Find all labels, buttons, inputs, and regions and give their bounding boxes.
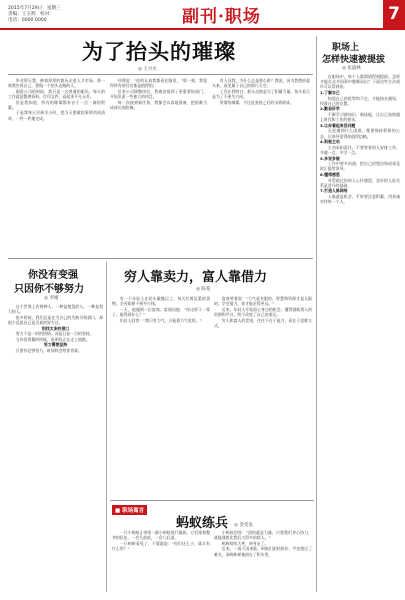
left-article-title-line1: 你没有变强 <box>28 270 78 281</box>
main-article-byline: ◎ 王兴水 <box>138 67 157 72</box>
subheading: 5.多说多做 <box>320 155 340 161</box>
fable-byline: ◎ 金雯发 <box>234 523 253 528</box>
center-article-author: 陈希 <box>201 287 211 292</box>
paragraph: 一天，他遇到一位富商，富商问他：“你这样干一辈子，能得到什么？” <box>112 306 210 317</box>
subheading: 2.勤奋好学 <box>320 106 340 112</box>
subheading: 努力需要坚持 <box>43 342 68 348</box>
paragraph: 小蚂蚁回答：“团结就是力量，只要我们齐心协力，就能战胜比我们大得多的敌人。” <box>214 530 312 541</box>
paragraph: 工作中要多沟通，把自己的想法和成果及时汇报给领导。 <box>320 161 400 172</box>
paragraph: 后来，年轻人开始留心身边的机会，懂得借助别人的资源和平台，终于改变了自己的命运。 <box>214 306 312 317</box>
divider <box>8 258 313 259</box>
fable-section-tag: ■ 职场寓言 <box>112 505 147 515</box>
main-article-title: 为了抬头的璀璨 <box>82 39 236 64</box>
right-article-title-line1: 职场上 <box>332 43 360 53</box>
fable-col1 <box>112 530 210 594</box>
right-article-body <box>320 74 400 592</box>
paragraph: 一只小蚂蚁正带领一群小蚂蚁进行操练，它们排着整齐的队伍，一会儿前进，一会儿后退。 <box>112 530 210 541</box>
main-article-author: 王兴水 <box>143 67 157 72</box>
fable-title: 蚂蚁练兵 <box>176 516 229 531</box>
divider <box>8 74 313 75</box>
main-article-col1 <box>8 78 105 253</box>
editor-line: 责编：王玉辉 校对： <box>8 12 54 17</box>
fable-tag-label: 职场寓言 <box>122 508 145 514</box>
paragraph: 当你觉得累的时候，说明你正在走上坡路。 <box>15 336 90 342</box>
right-article-author: 张盛林 <box>347 66 361 71</box>
paragraph: 人脉就是机会，平时要注意积累，用真诚对待每一个人。 <box>320 193 400 205</box>
subheading: 4.积极主动 <box>320 139 340 145</box>
page-number: 7 <box>383 0 405 28</box>
subheading: 6.懂得感恩 <box>320 171 340 177</box>
paragraph: 对帮助过你的人心怀感恩，良好的人际关系是晋升的基础。 <box>320 177 400 188</box>
subheading: 别找太多的借口 <box>41 325 70 331</box>
column-divider <box>106 262 107 592</box>
paragraph: 穷人和富人的差别，往往不在于能力，而在于思维方式。 <box>214 317 312 328</box>
center-article-byline: ◎ 陈希 <box>196 287 211 292</box>
paragraph: 每一次接到新任务，我都会认真地准备，把困难当成成长的阶梯。 <box>110 99 207 110</box>
main-article-col3 <box>212 78 310 253</box>
divider <box>110 500 314 501</box>
paragraph: 这个世界上有两种人，一种是抱怨的人，一种是努力的人。 <box>8 304 103 315</box>
subheading: 7.打造人脉网络 <box>320 188 348 194</box>
paragraph: 只要你足够努力，时间终会给你答案。 <box>15 347 82 353</box>
paragraph: 刚进公司的时候，我只是一名普通的职员，每天的工作就是整理资料、打印文件，看起来平凡无奇。 <box>8 88 105 99</box>
issue-date: 2015年7月29日 星期三 <box>8 6 61 11</box>
paragraph: 有一个年轻人在码头做搬运工，每天扛着沉重的货物，辛苦却挣不到多少钱。 <box>112 296 210 307</box>
center-article-col2 <box>214 296 312 496</box>
masthead <box>0 0 405 30</box>
paragraph: 所谓的璀璨，不过是坚持之后的水到渠成。 <box>219 99 294 105</box>
right-article-byline: ◎ 张盛林 <box>342 66 361 71</box>
main-article-col2 <box>110 78 207 253</box>
left-article-author: 李刚 <box>49 296 59 301</box>
paragraph: 年轻人回答：“我只有力气，只能靠力气吃饭。” <box>119 317 202 323</box>
phone-line: 电话：0000 0000 <box>8 18 47 23</box>
section-title: 副刊·职场 <box>182 7 261 27</box>
center-article-col1 <box>112 296 210 496</box>
paragraph: 后来，一场大雨来临，蚂蚁们团结协作，平安渡过了难关，而蚂蚱却被困在了积水里。 <box>214 546 312 557</box>
paragraph: 知道自己的优势和不足，才能扬长避短，找准自己的位置。 <box>320 95 400 106</box>
paragraph: 富商笑着说：“力气是有限的，智慧和资源才是无限的。学会借力，你才能走得更远。” <box>214 296 312 307</box>
paragraph: 蚂蚱哈哈大笑，转身走了。 <box>221 540 269 546</box>
paragraph: 一只蚂蚱看见了，不屑地说：“你们这么小，练兵有什么用？” <box>112 540 210 551</box>
left-article-body <box>8 304 103 592</box>
paragraph: 很多时候，我们总是在为自己的失败寻找借口，却很少反思自己是否真的努力过。 <box>8 314 103 325</box>
subheading: 1.了解自己 <box>320 90 340 95</box>
issue-date-block <box>8 6 61 24</box>
paragraph: 但是我知道，所有的璀璨都来自于一点一滴的积累。 <box>8 99 105 110</box>
subheading: 3.让你看起来没问题 <box>320 122 356 128</box>
paragraph: 不断学习新知识、新技能，让自己始终跟上时代和工作的要求。 <box>320 111 400 123</box>
paragraph: 经理说：“你的认真我都看在眼里。”那一刻，我觉得所有的付出都是值得的。 <box>110 78 207 89</box>
paragraph: 工作让我明白，低头走路是为了积蓄力量，抬头看天是为了不迷失方向。 <box>212 88 310 99</box>
column-divider <box>316 36 317 592</box>
left-article-byline: ◎ 李刚 <box>44 296 59 301</box>
paragraph: 无论遇到什么困难，都要保持积极的心态，让领导觉得你值得信赖。 <box>320 128 400 139</box>
paragraph: 后来公司调整岗位，我被安排到了更重要的部门，开始负责一些独立的项目。 <box>110 88 207 99</box>
center-article-title: 穷人靠卖力，富人靠借力 <box>124 270 268 285</box>
paragraph: 有人问我，为什么总是那么拼？我说，因为我想抬起头来，看见属于自己的那片天空。 <box>212 78 310 89</box>
fable-author: 金雯发 <box>239 523 253 528</box>
paragraph: 于是我每天早到半小时，把当天要做的事情列成清单，一件一件地完成。 <box>8 110 105 121</box>
right-article-title-line2: 怎样快速被提拔 <box>322 55 386 65</box>
left-article-title-line2: 只因你不够努力 <box>14 284 84 295</box>
paragraph: 在职场中，每个人都渴望得到提拔。怎样才能在众多同事中脱颖而出？下面这些方法或许可以帮到你。 <box>320 74 400 90</box>
fable-col2 <box>214 530 312 594</box>
paragraph: 主动承担责任，不要等着别人安排工作，多做一点，多学一点。 <box>320 144 400 155</box>
paragraph: 努力不是一时的热情，而是日复一日的坚持。 <box>15 331 94 337</box>
paragraph: 毕业那天我，捧着厚厚的简历走进人才市场，那一刻我告诉自己，要做一个抬头走路的人。 <box>8 78 105 89</box>
